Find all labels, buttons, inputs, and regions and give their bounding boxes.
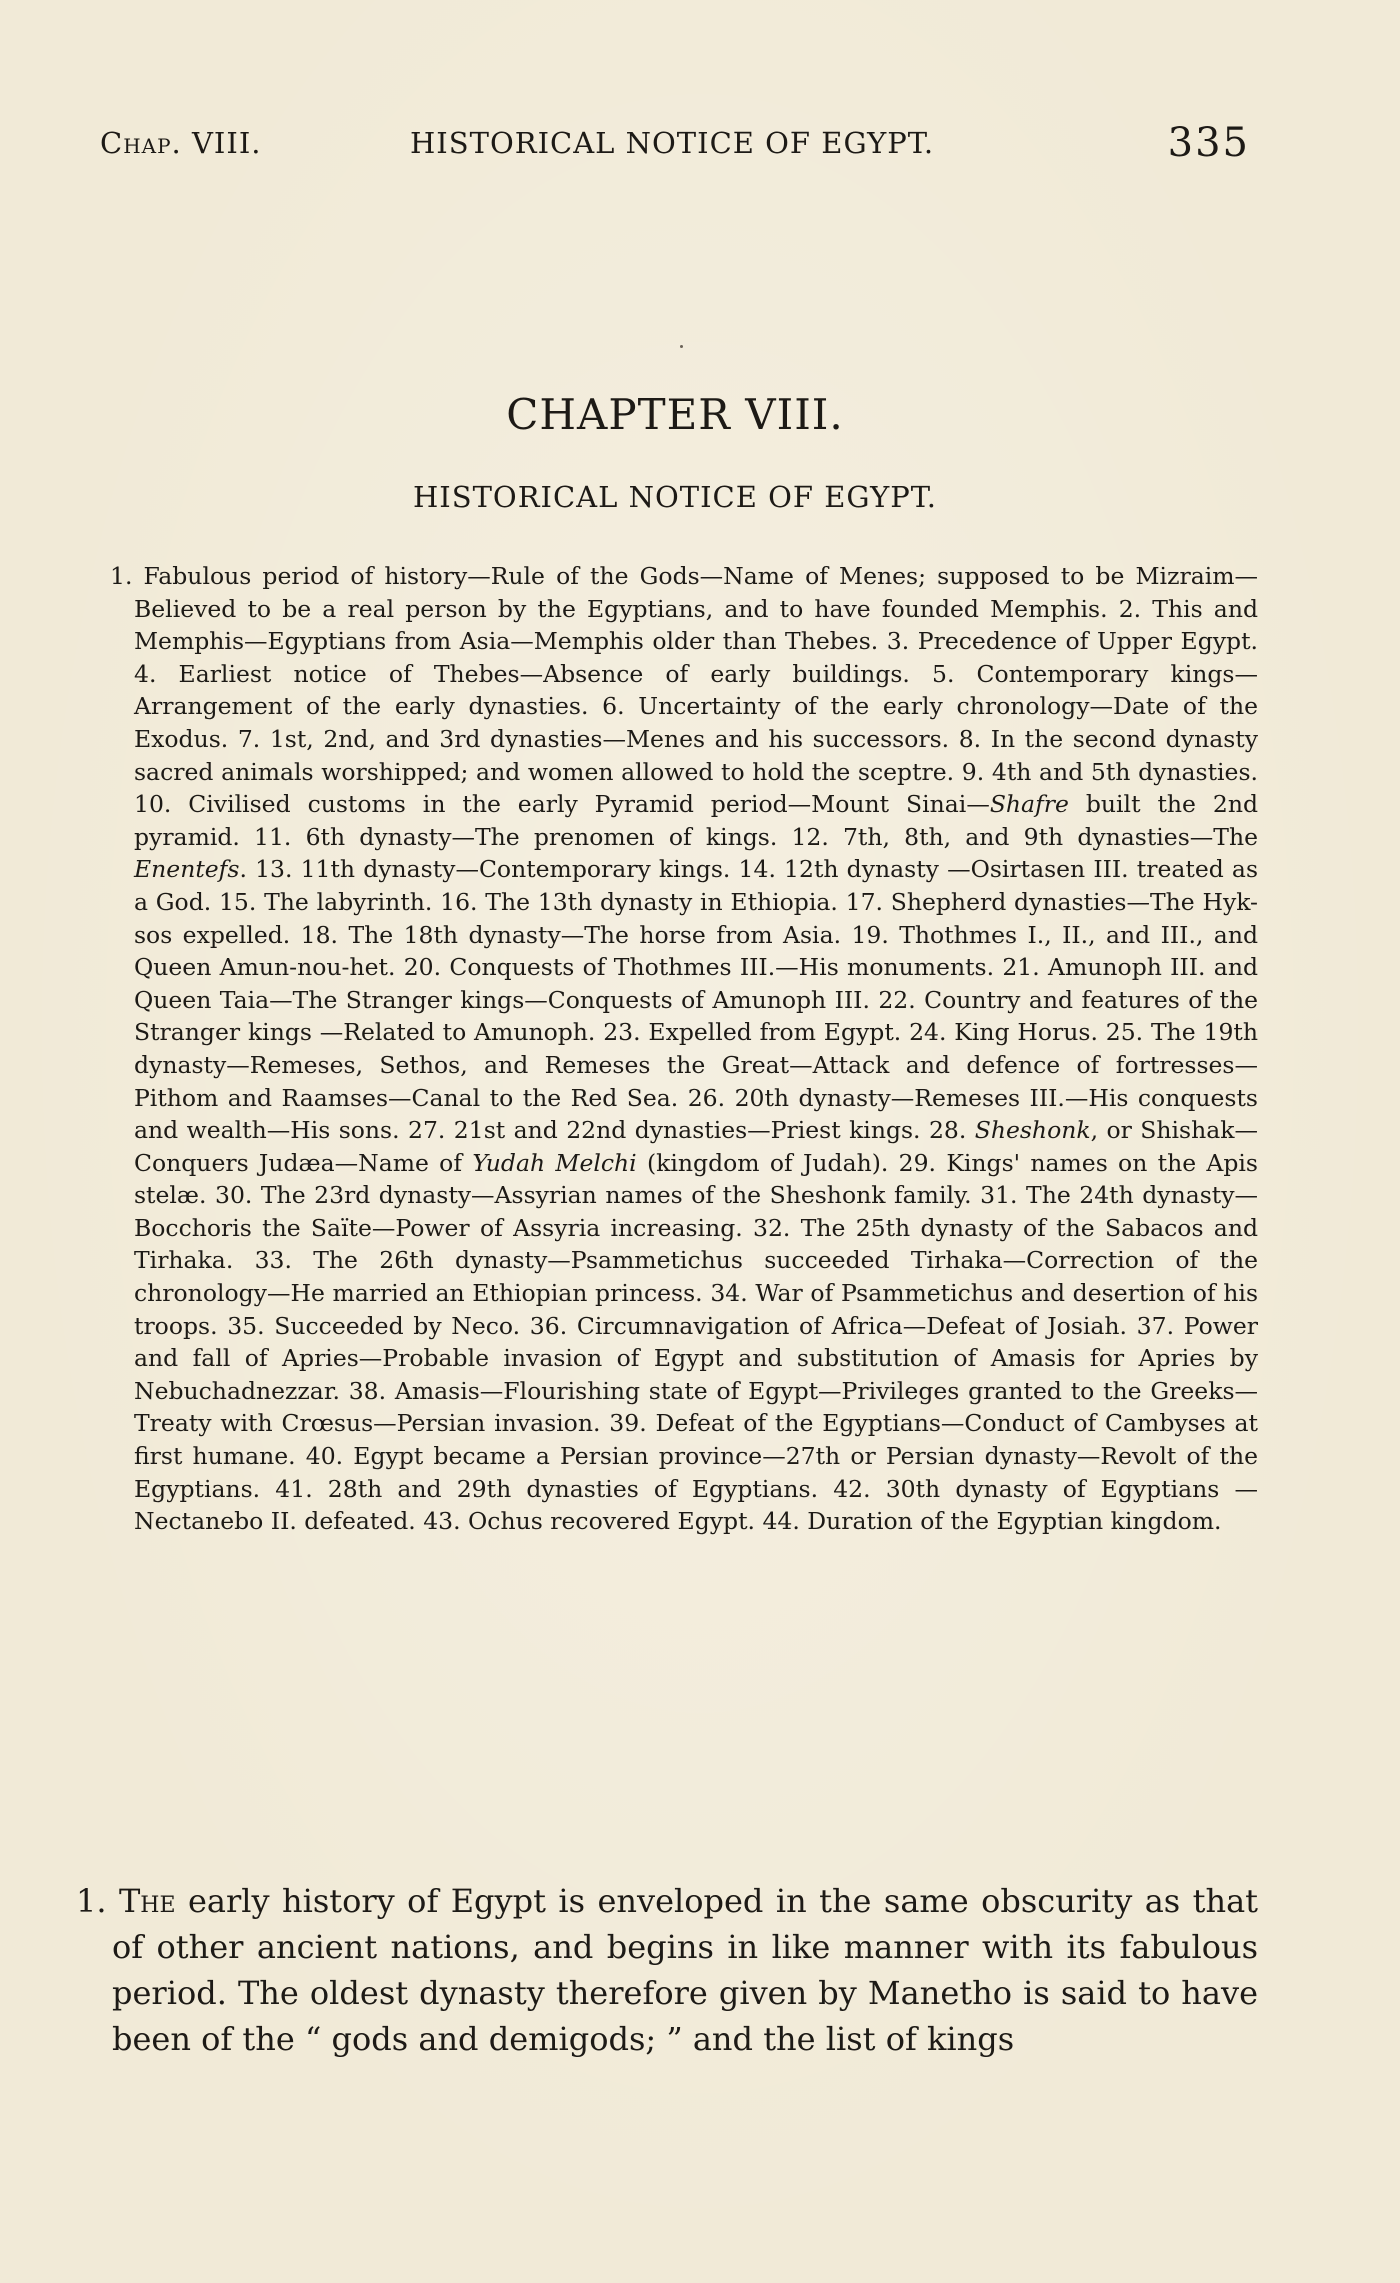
summary-italic-enentefs: Enentefs [134, 855, 240, 884]
summary-italic-yudah-melchi: Yudah Melchi [472, 1148, 637, 1177]
running-head [100, 118, 1260, 168]
running-head-title: HISTORICAL NOTICE OF EGYPT. [410, 126, 935, 160]
paragraph-text: early history of Egypt is enveloped in the same obscurity as that of other ancient nations, and begins in like manner with its fabulous period. The oldest dynasty therefore given by Manetho is said to have been of the “ gods and demigods; ” and the list of kings [112, 1882, 1259, 2058]
paragraph-first-word: The [118, 1882, 176, 1920]
summary-text-2: built the 2nd pyramid. 11. 6th dynasty—The prenomen of kings. 12. 7th, 8th, and 9th dynasties—The [134, 790, 1258, 851]
chapter-subtitle: HISTORICAL NOTICE OF EGYPT. [412, 480, 938, 514]
summary-italic-sheshonk: Sheshonk [974, 1116, 1091, 1145]
chapter-summary [110, 560, 1258, 1538]
running-head-chapter: Chap. VIII. [100, 126, 262, 160]
print-speck [680, 345, 683, 348]
body-paragraph [76, 1878, 1258, 2062]
chapter-title: CHAPTER VIII. [506, 390, 844, 439]
paragraph-number: 1. [76, 1882, 107, 1920]
summary-text-4: , or Shishak—Conquers Judæa—Name of [134, 1116, 1258, 1177]
summary-italic-shafre: Shafre [989, 790, 1069, 819]
summary-text-3: . 13. 11th dynasty—Contemporary kings. 14. 12th dynasty —Osirtasen III. treated as a God. 15. The labyrinth. 16. The 13th dynasty in Ethiopia. 17. Shepherd dynasties—The Hyk-sos expelled. 18. The 18th dynasty—The horse from Asia. 19. Thothmes I., II., and III., and Queen Amun-nou-het. 20. Conquests of Thothmes III.—His monuments. 21. Amunoph III. and Queen Taia—The Stranger kings—Conquests of Amunoph III. 22. Country and features of the Stranger kings —Related to Amunoph. 23. Expelled from Egypt. 24. King Horus. 25. The 19th dynasty—Remeses, Sethos, and Remeses the Great—Attack and defence of fortresses—Pithom and Raamses—Canal to the Red Sea. 26. 20th dynasty—Remeses III.—His conquests and wealth—His sons. 27. 21st and 22nd dynasties—Priest kings. 28. [134, 855, 1258, 1145]
summary-text-5: (kingdom of Judah). 29. Kings' names on the Apis stelæ. 30. The 23rd dynasty—Assyrian names of the Sheshonk family. 31. The 24th dynasty—Bocchoris the Saïte—Power of Assyria increasing. 32. The 25th dynasty of the Sabacos and Tirhaka. 33. The 26th dynasty—Psammetichus succeeded Tirhaka—Correction of the chronology—He married an Ethiopian princess. 34. War of Psammetichus and desertion of his troops. 35. Succeeded by Neco. 36. Circumnavigation of Africa—Defeat of Josiah. 37. Power and fall of Apries—Probable invasion of Egypt and substitution of Amasis for Apries by Nebuchadnezzar. 38. Amasis—Flourishing state of Egypt—Privileges granted to the Greeks—Treaty with Crœsus—Persian invasion. 39. Defeat of the Egyptians—Conduct of Cambyses at first humane. 40. Egypt became a Persian province—27th or Persian dynasty—Revolt of the Egyptians. 41. 28th and 29th dynasties of Egyptians. 42. 30th dynasty of Egyptians —Nectanebo II. defeated. 43. Ochus recovered Egypt. 44. Duration of the Egyptian kingdom. [134, 1148, 1258, 1536]
summary-text-1: 1. Fabulous period of history—Rule of the Gods—Name of Menes; supposed to be Mizraim—Believed to be a real person by the Egyptians, and to have founded Memphis. 2. This and Memphis—Egyptians from Asia—Memphis older than Thebes. 3. Precedence of Upper Egypt. 4. Earliest notice of Thebes—Absence of early buildings. 5. Contemporary kings—Arrangement of the early dynasties. 6. Uncertainty of the early chronology—Date of the Exodus. 7. 1st, 2nd, and 3rd dynasties—Menes and his successors. 8. In the second dynasty sacred animals worshipped; and women allowed to hold the sceptre. 9. 4th and 5th dynasties. 10. Civilised customs in the early Pyramid period—Mount Sinai— [110, 562, 1258, 819]
page-number: 335 [1167, 120, 1250, 166]
